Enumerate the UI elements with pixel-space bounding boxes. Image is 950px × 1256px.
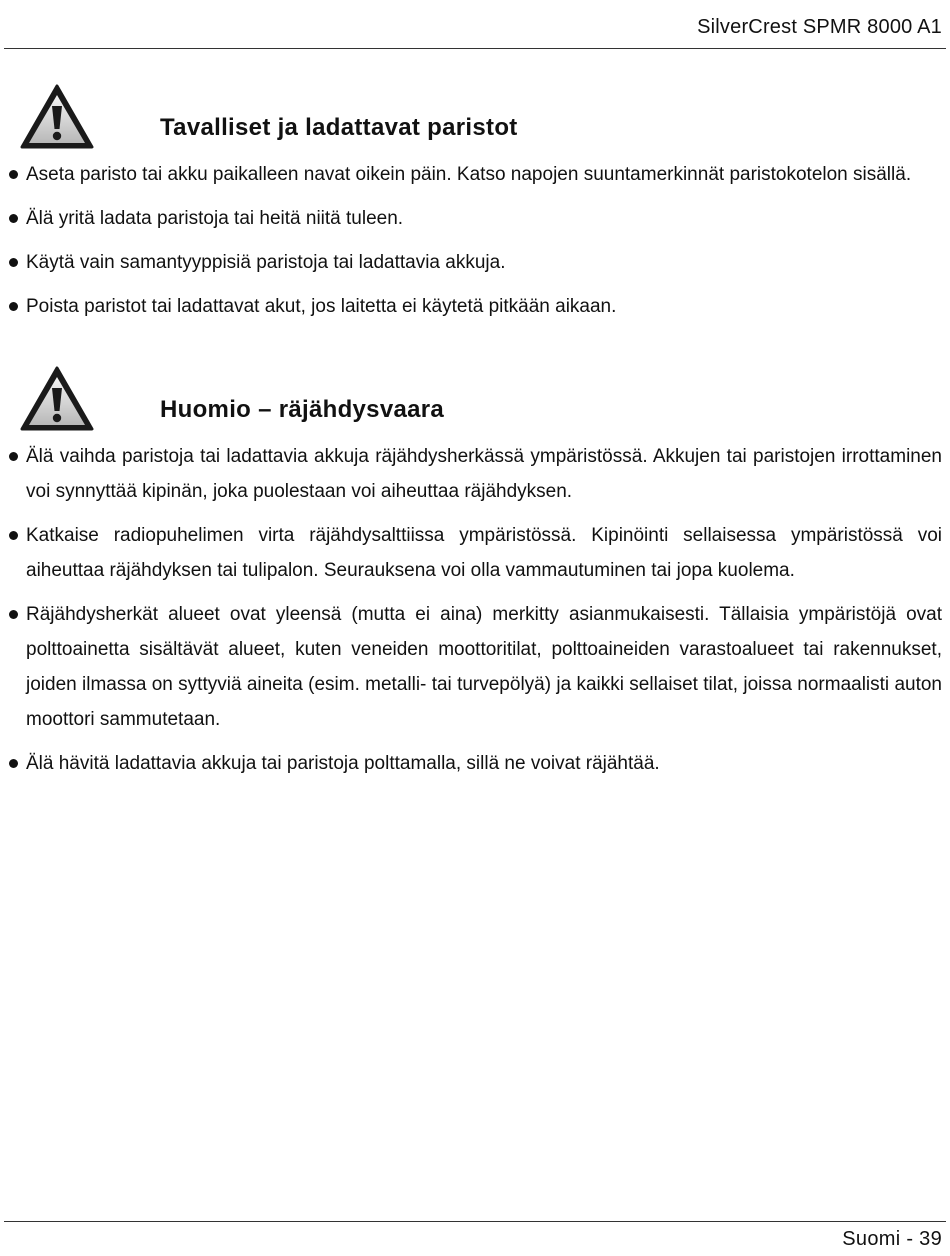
list-item: Älä vaihda paristoja tai ladattavia akkuja räjähdysherkässä ympäristössä. Akkujen tai paristojen irrottaminen voi synnyttää kipinän, joka puolestaan voi aiheuttaa räjähdyksen. [0, 439, 950, 509]
list-item: Katkaise radiopuhelimen virta räjähdysalttiissa ympäristössä. Kipinöinti sellaisessa ympäristössä voi aiheuttaa räjähdyksen tai tulipalon. Seurauksena voi olla vammautuminen tai jopa kuolema. [0, 518, 950, 588]
bullet-list [0, 439, 950, 781]
page-number: Suomi - 39 [842, 1228, 942, 1250]
section-heading [0, 366, 950, 436]
list-item: Älä hävitä ladattavia akkuja tai paristoja polttamalla, sillä ne voivat räjähtää. [0, 746, 950, 781]
list-item: Räjähdysherkät alueet ovat yleensä (mutta ei aina) merkitty asianmukaisesti. Tällaisia ympäristöjä ovat polttoainetta sisältävät alueet, kuten veneiden moottoritilat, polttoaineiden varastoalueet tai rakennukset, joiden ilmassa on syttyviä aineita (esim. metalli- tai turvepölyä) ja kaikki sellaiset tilat, joissa normaalisti auton moottori sammutetaan. [0, 597, 950, 737]
footer-divider [4, 1221, 946, 1222]
warning-triangle-icon [20, 366, 94, 432]
bullet-icon [9, 452, 18, 461]
document-header-title: SilverCrest SPMR 8000 A1 [697, 16, 942, 38]
bullet-icon [9, 759, 18, 768]
bullet-list [0, 157, 950, 324]
list-item: Aseta paristo tai akku paikalleen navat oikein päin. Katso napojen suuntamerkinnät paristokotelon sisällä. [0, 157, 950, 192]
list-item: Älä yritä ladata paristoja tai heitä niitä tuleen. [0, 201, 950, 236]
list-item: Poista paristot tai ladattavat akut, jos laitetta ei käytetä pitkään aikaan. [0, 289, 950, 324]
bullet-icon [9, 531, 18, 540]
section-title: Tavalliset ja ladattavat paristot [160, 114, 518, 141]
bullet-icon [9, 170, 18, 179]
warning-triangle-icon [20, 84, 94, 150]
bullet-icon [9, 214, 18, 223]
section-batteries [0, 84, 950, 333]
bullet-icon [9, 610, 18, 619]
header-divider [4, 48, 946, 49]
bullet-icon [9, 302, 18, 311]
section-title: Huomio – räjähdysvaara [160, 396, 445, 423]
section-heading [0, 84, 950, 154]
bullet-icon [9, 258, 18, 267]
list-item: Käytä vain samantyyppisiä paristoja tai ladattavia akkuja. [0, 245, 950, 280]
section-explosion-hazard [0, 366, 950, 790]
